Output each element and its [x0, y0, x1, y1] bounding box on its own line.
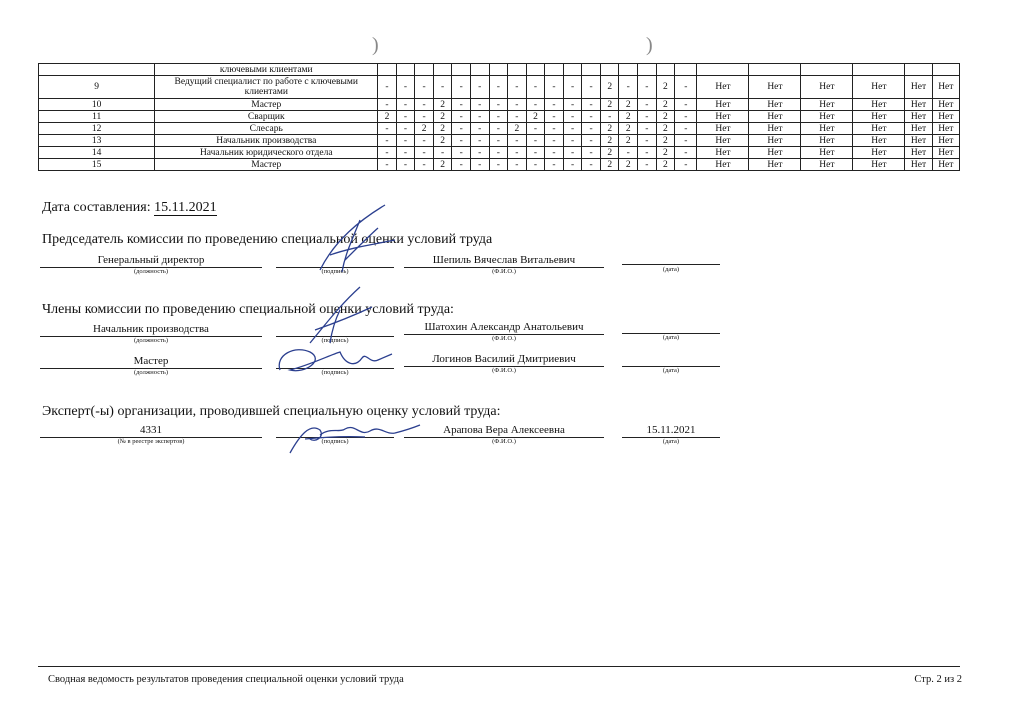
factor-class-cell: 2 [600, 159, 619, 171]
factor-class-cell: - [489, 135, 508, 147]
caption-date: (дата) [662, 334, 680, 341]
guarantee-cell: Нет [801, 135, 853, 147]
factor-class-cell: - [638, 135, 657, 147]
factor-class-cell: 2 [433, 111, 452, 123]
factor-class-cell: - [563, 147, 582, 159]
chair-heading: Председатель комиссии по проведению специальной оценки условий труда [42, 232, 493, 247]
factor-class-cell: 2 [656, 111, 675, 123]
factor-class-cell: - [675, 159, 697, 171]
caption-fio: (Ф.И.О.) [492, 335, 516, 342]
caption-position: (должность) [133, 268, 169, 275]
guarantee-cell: Нет [853, 135, 905, 147]
factor-class-cell: - [545, 159, 564, 171]
guarantee-cell: Нет [853, 99, 905, 111]
factor-class-cell: - [470, 111, 489, 123]
factor-class-cell: 2 [619, 111, 638, 123]
caption-date: (дата) [662, 266, 680, 273]
chair-name: Шепиль Вячеслав Витальевич [432, 254, 576, 266]
date-label: Дата составления: [42, 200, 151, 215]
factor-class-cell: - [489, 111, 508, 123]
factor-class-cell: - [545, 123, 564, 135]
caption-position: (должность) [133, 369, 169, 376]
factor-class-cell: - [545, 147, 564, 159]
factor-class-cell: - [489, 99, 508, 111]
factor-class-cell: - [638, 111, 657, 123]
row-number-cell: 9 [39, 76, 155, 99]
factor-class-cell: - [378, 147, 397, 159]
factor-class-cell: - [396, 135, 415, 147]
guarantee-cell: Нет [853, 123, 905, 135]
caption-signature: (подпись) [321, 337, 349, 344]
caption-registry: (№ в реестре экспертов) [117, 438, 185, 445]
guarantee-cell: Нет [853, 111, 905, 123]
factor-class-cell: - [600, 111, 619, 123]
guarantee-cell: Нет [801, 76, 853, 99]
factor-class-cell: - [563, 99, 582, 111]
factor-class-cell: 2 [656, 147, 675, 159]
chair-position: Генеральный директор [97, 254, 205, 266]
factor-class-cell: - [415, 147, 434, 159]
table-row [39, 99, 960, 111]
guarantee-cell: Нет [853, 76, 905, 99]
guarantee-cell: Нет [697, 76, 749, 99]
factor-class-cell: - [545, 76, 564, 99]
guarantee-cell: Нет [905, 147, 932, 159]
factor-class-cell: - [378, 159, 397, 171]
expert-signature [285, 415, 425, 455]
factor-class-cell: - [508, 147, 527, 159]
factor-class-cell: - [582, 147, 601, 159]
members-heading: Члены комиссии по проведению специальной оценки условий труда: [42, 302, 454, 317]
factor-class-cell: - [396, 123, 415, 135]
factor-class-cell: - [563, 135, 582, 147]
guarantee-cell: Нет [932, 159, 959, 171]
factor-class-cell: - [675, 123, 697, 135]
position-cell: Сварщик [155, 111, 378, 123]
caption-date: (дата) [662, 367, 680, 374]
member-2-name: Логинов Василий Дмитриевич [432, 353, 576, 365]
show-through-mark: ) [646, 34, 653, 56]
factor-class-cell: 2 [656, 135, 675, 147]
row-number-cell: 10 [39, 99, 155, 111]
row-number-cell: 13 [39, 135, 155, 147]
factor-class-cell: - [378, 123, 397, 135]
factor-class-cell: - [638, 76, 657, 99]
factor-class-cell: - [675, 111, 697, 123]
factor-class-cell: - [545, 111, 564, 123]
position-cell: Слесарь [155, 123, 378, 135]
factor-class-cell: 2 [619, 135, 638, 147]
factor-class-cell: - [415, 159, 434, 171]
factor-class-cell: 2 [433, 99, 452, 111]
factor-class-cell: - [582, 135, 601, 147]
factor-class-cell: 2 [433, 123, 452, 135]
factor-class-cell: - [508, 76, 527, 99]
caption-signature: (подпись) [321, 438, 349, 445]
factor-class-cell: 2 [433, 159, 452, 171]
expert-registry-number: 4331 [140, 424, 162, 436]
factor-class-cell: - [675, 76, 697, 99]
factor-class-cell: - [415, 135, 434, 147]
guarantee-cell: Нет [749, 99, 801, 111]
factor-class-cell: - [526, 159, 545, 171]
factor-class-cell: - [675, 135, 697, 147]
factor-class-cell: - [489, 123, 508, 135]
factor-class-cell: 2 [619, 123, 638, 135]
date-value: 15.11.2021 [154, 200, 217, 215]
factor-class-cell: - [489, 147, 508, 159]
guarantee-cell: Нет [932, 147, 959, 159]
guarantee-cell: Нет [905, 99, 932, 111]
member-1-signature [300, 285, 380, 345]
member-1-name: Шатохин Александр Анатольевич [424, 321, 584, 333]
guarantee-cell: Нет [749, 111, 801, 123]
chair-signature [300, 200, 400, 280]
factor-class-cell: - [638, 159, 657, 171]
factor-class-cell: - [396, 111, 415, 123]
factor-class-cell: - [582, 159, 601, 171]
guarantee-cell: Нет [905, 159, 932, 171]
factor-class-cell: 2 [600, 99, 619, 111]
factor-class-cell: 2 [415, 123, 434, 135]
factor-class-cell: 2 [656, 159, 675, 171]
expert-date: 15.11.2021 [646, 424, 696, 436]
factor-class-cell: 2 [656, 123, 675, 135]
caption-signature: (подпись) [321, 268, 349, 275]
factor-class-cell: 2 [508, 123, 527, 135]
factor-class-cell: - [563, 76, 582, 99]
results-table [38, 63, 960, 171]
guarantee-cell: Нет [749, 135, 801, 147]
factor-class-cell: - [452, 99, 471, 111]
factor-class-cell: - [526, 147, 545, 159]
factor-class-cell: - [675, 99, 697, 111]
factor-class-cell: - [508, 159, 527, 171]
factor-class-cell: 2 [619, 99, 638, 111]
guarantee-cell: Нет [932, 135, 959, 147]
factor-class-cell: 2 [619, 159, 638, 171]
guarantee-cell: Нет [853, 147, 905, 159]
table-row [39, 147, 960, 159]
factor-class-cell: - [452, 123, 471, 135]
factor-class-cell: - [452, 135, 471, 147]
guarantee-cell: Нет [749, 76, 801, 99]
factor-class-cell: - [619, 147, 638, 159]
factor-class-cell: - [638, 123, 657, 135]
factor-class-cell: - [452, 111, 471, 123]
factor-class-cell: 2 [656, 99, 675, 111]
guarantee-cell: Нет [697, 123, 749, 135]
factor-class-cell: - [378, 135, 397, 147]
factor-class-cell: - [489, 76, 508, 99]
guarantee-cell: Нет [801, 159, 853, 171]
factor-class-cell: - [619, 76, 638, 99]
caption-position: (должность) [133, 337, 169, 344]
guarantee-cell: Нет [801, 99, 853, 111]
factor-class-cell: - [582, 111, 601, 123]
guarantee-cell: Нет [905, 135, 932, 147]
position-cell: Начальник производства [155, 135, 378, 147]
table-row [39, 111, 960, 123]
guarantee-cell: Нет [932, 111, 959, 123]
guarantee-cell: Нет [697, 147, 749, 159]
factor-class-cell: - [396, 147, 415, 159]
row-number-cell: 15 [39, 159, 155, 171]
factor-class-cell: - [415, 76, 434, 99]
factor-class-cell: - [470, 159, 489, 171]
factor-class-cell: 2 [600, 123, 619, 135]
factor-class-cell: 2 [526, 111, 545, 123]
factor-class-cell: - [526, 123, 545, 135]
factor-class-cell: 2 [600, 76, 619, 99]
factor-class-cell: - [545, 99, 564, 111]
factor-class-cell: - [452, 76, 471, 99]
factor-class-cell: - [470, 99, 489, 111]
guarantee-cell: Нет [932, 99, 959, 111]
row-number-cell: 11 [39, 111, 155, 123]
guarantee-cell: Нет [697, 159, 749, 171]
factor-class-cell: - [563, 111, 582, 123]
guarantee-cell: Нет [801, 147, 853, 159]
table-row [39, 64, 960, 76]
factor-class-cell: - [563, 159, 582, 171]
caption-fio: (Ф.И.О.) [492, 367, 516, 374]
member-2-position: Мастер [133, 355, 169, 367]
table-row [39, 135, 960, 147]
factor-class-cell: - [396, 76, 415, 99]
table-row [39, 159, 960, 171]
factor-class-cell: - [433, 147, 452, 159]
footer-divider [38, 666, 960, 667]
factor-class-cell: - [563, 123, 582, 135]
factor-class-cell: - [508, 99, 527, 111]
guarantee-cell: Нет [905, 76, 932, 99]
factor-class-cell: - [433, 76, 452, 99]
factor-class-cell: - [378, 99, 397, 111]
factor-class-cell: - [470, 76, 489, 99]
position-cell: ключевыми клиентами [155, 64, 378, 76]
factor-class-cell: - [638, 147, 657, 159]
expert-heading: Эксперт(-ы) организации, проводившей специальную оценку условий труда: [42, 404, 501, 419]
caption-fio: (Ф.И.О.) [492, 268, 516, 275]
factor-class-cell: - [526, 135, 545, 147]
factor-class-cell: - [470, 135, 489, 147]
guarantee-cell: Нет [697, 135, 749, 147]
guarantee-cell: Нет [697, 99, 749, 111]
factor-class-cell: - [452, 147, 471, 159]
factor-class-cell: - [396, 159, 415, 171]
factor-class-cell: 2 [600, 135, 619, 147]
guarantee-cell: Нет [905, 123, 932, 135]
caption-date: (дата) [662, 438, 680, 445]
guarantee-cell: Нет [905, 111, 932, 123]
factor-class-cell: - [508, 135, 527, 147]
factor-class-cell: - [582, 99, 601, 111]
position-cell: Мастер [155, 159, 378, 171]
table-row [39, 123, 960, 135]
guarantee-cell: Нет [801, 123, 853, 135]
factor-class-cell: 2 [378, 111, 397, 123]
caption-signature: (подпись) [321, 369, 349, 376]
factor-class-cell: - [582, 123, 601, 135]
date-block [42, 200, 217, 216]
factor-class-cell: - [396, 99, 415, 111]
factor-class-cell: - [452, 159, 471, 171]
table-row [39, 76, 960, 99]
guarantee-cell: Нет [749, 147, 801, 159]
guarantee-cell: Нет [853, 159, 905, 171]
position-cell: Мастер [155, 99, 378, 111]
factor-class-cell: - [378, 76, 397, 99]
factor-class-cell: - [638, 99, 657, 111]
factor-class-cell: - [526, 99, 545, 111]
expert-name: Арапова Вера Алексеевна [443, 424, 565, 436]
factor-class-cell: - [675, 147, 697, 159]
footer-title: Сводная ведомость результатов проведения специальной оценки условий труда [48, 674, 404, 685]
guarantee-cell: Нет [932, 76, 959, 99]
factor-class-cell: 2 [656, 76, 675, 99]
factor-class-cell: - [470, 123, 489, 135]
factor-class-cell: - [545, 135, 564, 147]
factor-class-cell: - [582, 76, 601, 99]
factor-class-cell: - [415, 111, 434, 123]
caption-fio: (Ф.И.О.) [492, 438, 516, 445]
member-2-signature [270, 340, 400, 380]
position-cell: Начальник юридического отдела [155, 147, 378, 159]
factor-class-cell: - [508, 111, 527, 123]
page-number: Стр. 2 из 2 [914, 674, 962, 685]
row-number-cell: 14 [39, 147, 155, 159]
member-1-position: Начальник производства [93, 323, 209, 335]
guarantee-cell: Нет [932, 123, 959, 135]
guarantee-cell: Нет [801, 111, 853, 123]
guarantee-cell: Нет [749, 159, 801, 171]
factor-class-cell: - [415, 99, 434, 111]
guarantee-cell: Нет [697, 111, 749, 123]
factor-class-cell: - [489, 159, 508, 171]
factor-class-cell: - [470, 147, 489, 159]
factor-class-cell: 2 [433, 135, 452, 147]
factor-class-cell: - [526, 76, 545, 99]
position-cell: Ведущий специалист по работе с ключевыми клиентами [155, 76, 378, 99]
guarantee-cell: Нет [749, 123, 801, 135]
factor-class-cell: 2 [600, 147, 619, 159]
show-through-mark: ) [372, 34, 379, 56]
row-number-cell: 12 [39, 123, 155, 135]
